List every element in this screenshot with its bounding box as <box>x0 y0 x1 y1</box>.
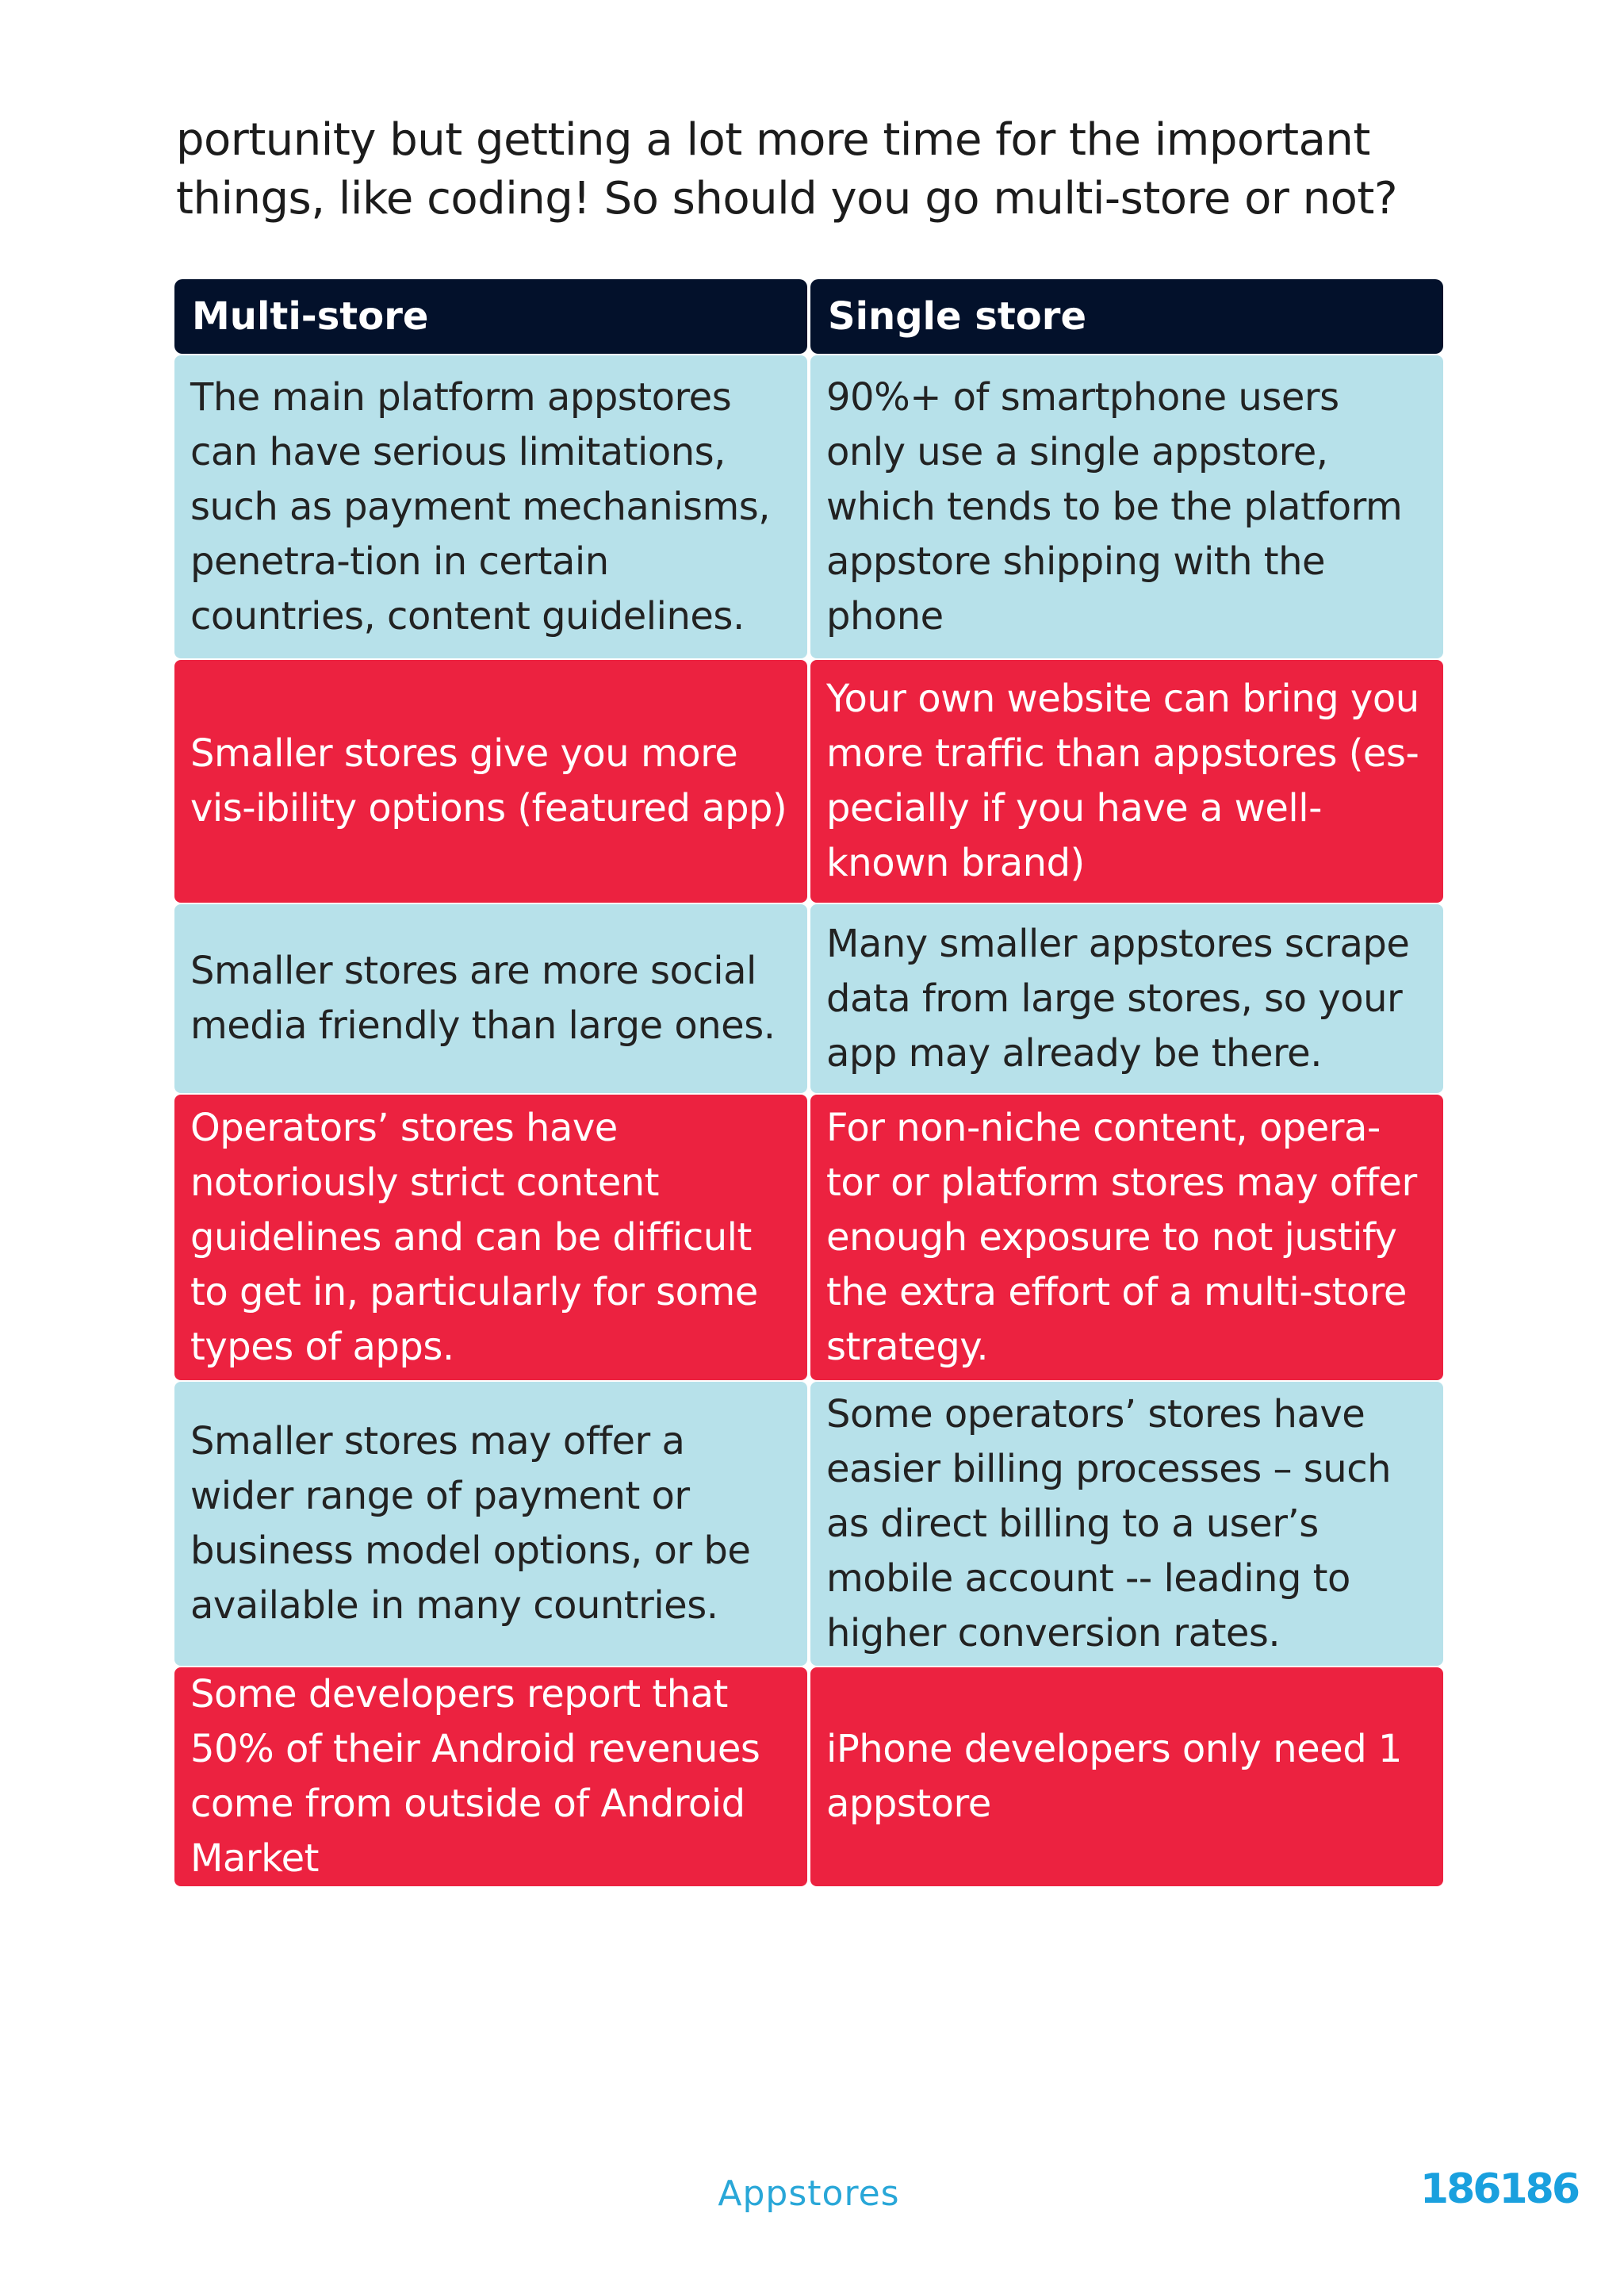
table-row <box>174 660 1443 903</box>
table-row <box>174 904 1443 1093</box>
page-number: 186186 <box>1419 2165 1578 2213</box>
single-store-cell: iPhone developers only need 1 appstore <box>810 1667 1443 1886</box>
comparison-table <box>171 278 1446 1888</box>
single-store-cell: 90%+ of smartphone users only use a single appstore, which tends to be the platform appstore shipping with the phone <box>810 355 1443 658</box>
multi-store-cell: Smaller stores are more social media friendly than large ones. <box>174 904 807 1093</box>
table-header-row <box>174 279 1443 354</box>
header-single-store: Single store <box>810 279 1443 354</box>
multi-store-cell: The main platform appstores can have serious limitations, such as payment mechanisms, penetra-tion in certain countries, content guidelines. <box>174 355 807 658</box>
table-row <box>174 1382 1443 1666</box>
single-store-cell: Some operators’ stores have easier billing processes – such as direct billing to a user’s mobile account -- leading to higher conversion rates. <box>810 1382 1443 1666</box>
multi-store-cell: Some developers report that 50% of their Android revenues come from outside of Android Market <box>174 1667 807 1886</box>
multi-store-cell: Smaller stores give you more vis-ibility options (featured app) <box>174 660 807 903</box>
table-row <box>174 1667 1443 1886</box>
multi-store-cell: Operators’ stores have notoriously strict content guidelines and can be difficult to get in, particularly for some types of apps. <box>174 1095 807 1380</box>
intro-paragraph: portunity but getting a lot more time for the important things, like coding! So should you go multi-store or not? <box>176 114 1398 224</box>
table-row <box>174 1095 1443 1380</box>
single-store-cell: Many smaller appstores scrape data from large stores, so your app may already be there. <box>810 904 1443 1093</box>
multi-store-cell: Smaller stores may offer a wider range of payment or business model options, or be available in many countries. <box>174 1382 807 1666</box>
single-store-cell: Your own website can bring you more traffic than appstores (es-pecially if you have a well-known brand) <box>810 660 1443 903</box>
header-multi-store: Multi-store <box>174 279 807 354</box>
footer-section-title: Appstores <box>718 2173 900 2214</box>
table-row <box>174 355 1443 658</box>
single-store-cell: For non-niche content, opera-tor or platform stores may offer enough exposure to not justify the extra effort of a multi-store strategy. <box>810 1095 1443 1380</box>
